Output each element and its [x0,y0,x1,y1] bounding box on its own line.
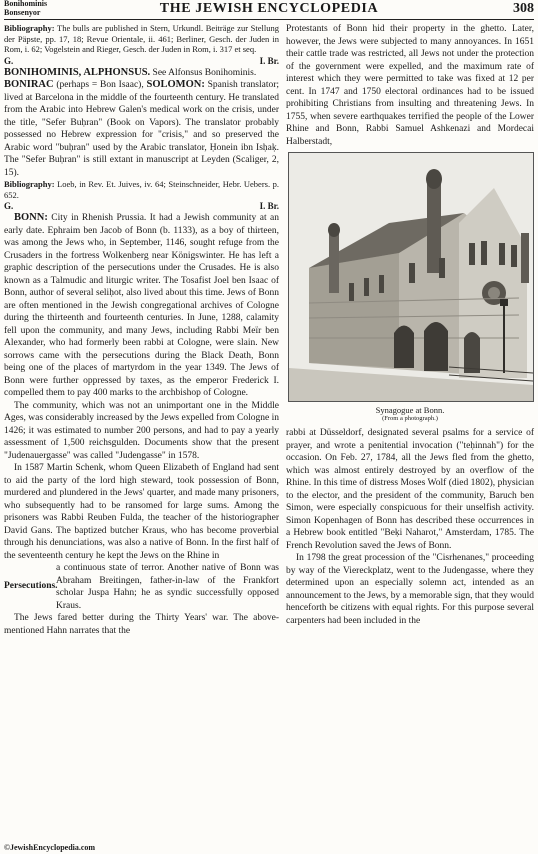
entry-bonn-p3-cont: a continuous state of terror. Another native of Bonn was Abraham Breitingen, father-in-law of the Frankfort scholar Juspa Hahn; he as syndic successfully opposed Kraus. [56,563,279,611]
bonirac-paren: (perhaps = Bon Isaac), [56,80,144,90]
right-p2: rabbi at Düsseldorf, designated several psalms for a service of prayer, and wrote a penitential invocation ("teḥinnah") for the occasion. On Feb. 27, 1784, all the Jews fled from the ghetto, which was almost entirely destroyed by an overflow of the Rhine. In this time of distress Moses Wolf (died 1802), physician to the elector, and the president of the community, Baruch ben Simon, were especially conspicuous for their unselfish activity. Simon Kopenhagen of Bonn has described these occurrences in a Hebrew book entitled "Beḳi Naharot," Amsterdam, 1785. The French Revolution saved the Jews of Bonn. [286,428,534,551]
cross-reference [4,67,279,80]
entry-bonirac [4,79,279,179]
persecutions-block [4,562,279,612]
xref-text: See Alfonsus Bonihominis. [152,67,257,78]
signature-initial: G. [4,55,14,66]
bonn-text: City in Rhenish Prussia. It had a Jewish community at an early date. Ephraim ben Jacob of Bonn (b. 1133), as a boy of thirteen, was among the Jews who, in September, 1146, sought refuge from the Crusaders in the fortress Wolkenberg near Königswinter. He has left a graphic description of the persecutions under the Crusades. He is also known as a Talmudic and liturgic writer. The Tosafist Joel ben Isaac of Bonn, author of several seliḥot, also lived about this time. Jews of Bonn are often mentioned in the Jewish congregational archives of Cologne during the thirteenth and fourteenth centuries. In June, 1288, calamity fell upon the community, and many Jews, including Rabbi Meïr ben Alexander, who had formerly been rabbi at Cologne, were slain. New sorrows came with the persecutions during the Black Death, Bonn being one of the places of martyrdom in the year 1349. The Jews of Bonn were further oppressed by taxes, as the emperor Frederick I. compelled them to pay 400 marks to the archbishop of Cologne. [4,213,279,398]
entry-bonn-p3: In 1587 Martin Schenk, whom Queen Elizabeth of England had sent to aid the party of the lord high steward, took possession of Bonn, murdered and plundered in the Jews' quarter, and made many prisoners, who subsequently had to be ransomed for large sums. Among the prisoners was Rabbi Reuben Fulda, the teacher of the historiographer David Gans. The baptized butcher Kraus, who has become proverbial through his denunciations, was also a native of Bonn. In the first half of the seventeenth century he kept the Jews on the Rhine in [4,463,279,561]
bibliography-label: Bibliography: [4,23,55,33]
left-column [4,23,279,637]
bonn-headword: BONN: [14,212,48,223]
bibliography-text: The bulls are published in Stern, Urkundl. Beiträge zur Stellung der Päpste, pp. 17, 18; Revue Orientale, ii. 461; Berliner, Gesch. der Juden in Rom, i. 62; Vogelstein and Rieger, Gesch. der Juden in Rom, i. 317 et seq. [4,23,279,54]
side-heading: Persecutions. [4,581,58,591]
entry-bonn-p4: The Jews fared better during the Thirty Years' war. The above-mentioned Hahn narrates that the [4,613,279,636]
signature-author: I. Br. [259,201,279,211]
entry-bonn-p2: The community, which was not an unimportant one in the Middle Ages, was considerably increased by the Jews expelled from Cologne in 1426; it was estimated to number 200 persons, and had to pay a yearly assessment of 1,500 reichsgulden. Documents show that the present "Judenauergasse" was called "Judengasse" in 1578. [4,400,279,461]
bibliography-1 [4,23,279,55]
bonirac-forename: SOLOMON: [146,79,205,90]
right-column [286,23,534,627]
figure-caption: Synagogue at Bonn. [375,405,445,415]
page-header [2,0,536,18]
bibliography-2 [4,179,279,200]
signature-1 [4,55,279,67]
header-rule [4,19,534,20]
bonirac-headword: BONIRAC [4,79,54,90]
right-p3: In 1798 the great procession of the "Cisrhenanes," proceeding by way of the Viereckplatz, went to the Judengasse, where they determined upon an especially solemn act, intended as an announcement to the Jews, by a memorable sign, that they would henceforth be citizens with equal rights. For this purpose several carpenters had been included in the [286,553,534,626]
page-number: 308 [513,1,534,16]
signature-initial: G. [4,201,14,211]
signature-author: I. Br. [259,55,279,66]
bibliography-text: Loeb, in Rev. Et. Juives, iv. 64; Steinschneider, Hebr. Uebers. p. 652. [4,179,279,200]
synagogue-illustration [289,153,533,401]
site-footer: ©JewishEncyclopedia.com [4,843,96,852]
synagogue-photo [288,152,534,402]
running-head-last: Bonsenyor [4,7,41,17]
entry-bonn-p1 [4,212,279,400]
bibliography-label: Bibliography: [4,179,55,189]
running-head-first: Bonihominis [4,0,48,8]
right-p1: Protestants of Bonn hid their property in the ghetto. Later, however, the Jews were subjected to many annoyances. In 1651 their cattle trade was restricted, all Jews not under the protection of the government were expelled, and the maximum rate of interest which they were permitted to take was fixed at 12 per cent. In 1747 and 1750 electoral ordinances had to be issued prohibiting Christians from insulting and threatening Jews. In 1755, when severe earthquakes terrified the people of the Lower Rhine and Bonn, Rabbi Samuel Ashkenazi and Mordecai Halberstadt, [286,24,534,147]
page-title: THE JEWISH ENCYCLOPEDIA [159,1,379,16]
xref-headword: BONIHOMINIS, ALPHONSUS. [4,66,151,78]
bonirac-text: Spanish translator; lived at Barcelona in the middle of the fourteenth century. He translated from the Arabic into Hebrew Galen's medical work on the crisis, under the title, "Sefer Buḥran" (Book on Vapors). The translator probably possessed no Hebrew expression for "crisis," and so preserved the Arabic word "buḥran" used by the Arabic translator, Ḥonein ibn Isḥaḳ. The "Sefer Buḥran" is still extant in manuscript at Leyden (Scaliger, 2, 15). [4,80,280,178]
figure-credit: (From a photograph.) [382,415,438,422]
signature-2 [4,200,279,212]
